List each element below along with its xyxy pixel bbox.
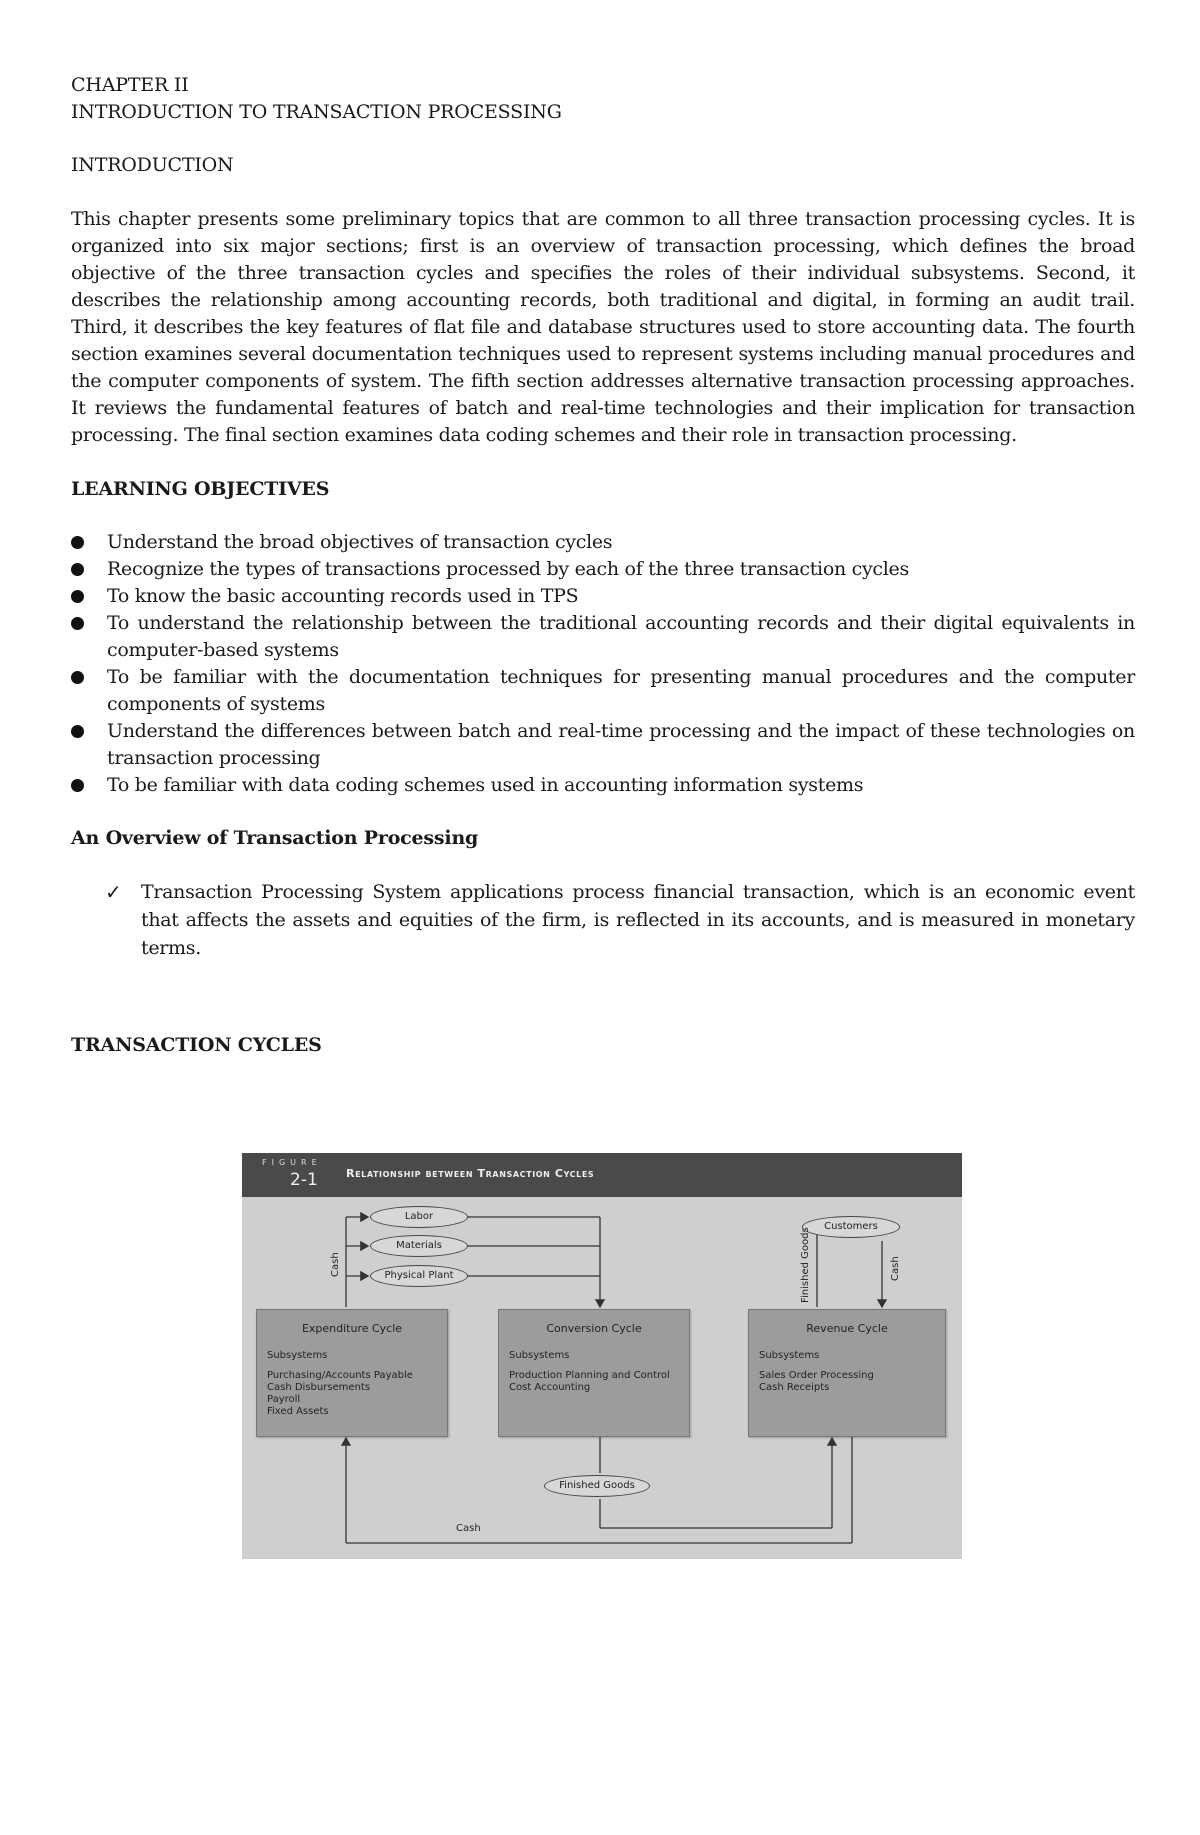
list-item: To be familiar with data coding schemes used in accounting information systems	[71, 772, 1135, 799]
conversion-cycle-title: Conversion Cycle	[546, 1322, 642, 1335]
revenue-cycle-title: Revenue Cycle	[806, 1322, 888, 1335]
revenue-cycle-box	[748, 1309, 946, 1437]
bullet-icon	[71, 617, 84, 630]
revenue-items: Sales Order Processing Cash Receipts	[759, 1370, 874, 1393]
conversion-subsystems-label: Subsystems	[509, 1350, 570, 1361]
overview-heading: An Overview of Transaction Processing	[71, 827, 479, 849]
objectives-heading: LEARNING OBJECTIVES	[71, 478, 330, 500]
list-item: Understand the broad objectives of transaction cycles	[71, 529, 1135, 556]
finished-goods-oval: Finished Goods	[544, 1475, 650, 1497]
list-item: To be familiar with the documentation techniques for presenting manual procedures and the computer components of systems	[71, 664, 1135, 718]
intro-paragraph: This chapter presents some preliminary topics that are common to all three transaction processing cycles. It is organized into six major sections; first is an overview of transaction processing, which defines the broad objective of the three transaction cycles and specifies the roles of their individual subsystems. Second, it describes the relationship among accounting records, both traditional and digital, in forming an audit trail. Third, it describes the key features of flat file and database structures used to store accounting data. The fourth section examines several documentation techniques used to represent systems including manual procedures and the computer components of system. The fifth section addresses alternative transaction processing approaches. It reviews the fundamental features of batch and real-time technologies and their implication for transaction processing. The final section examines data coding schemes and their role in transaction processing.	[71, 208, 1135, 446]
figure-number: 2-1	[290, 1170, 318, 1190]
finished-goods-vertical-label: Finished Goods	[800, 1227, 811, 1303]
list-item: Understand the differences between batch and real-time processing and the impact of these technologies on transaction processing	[71, 718, 1135, 772]
bullet-icon	[71, 671, 84, 684]
chapter-number: CHAPTER II	[71, 74, 189, 96]
cash-left-label: Cash	[330, 1252, 341, 1277]
document-page	[71, 72, 1135, 1059]
transaction-cycles-figure	[242, 1153, 962, 1559]
labor-oval: Labor	[370, 1206, 468, 1228]
conversion-cycle-box	[498, 1309, 690, 1437]
list-item: To understand the relationship between the traditional accounting records and their digital equivalents in computer-based systems	[71, 610, 1135, 664]
bullet-icon	[71, 779, 84, 792]
bullet-icon	[71, 590, 84, 603]
revenue-subsystems-label: Subsystems	[759, 1350, 820, 1361]
customers-oval: Customers	[802, 1216, 900, 1238]
intro-heading: INTRODUCTION	[71, 154, 234, 176]
overview-item: ✓ Transaction Processing System applications process financial transaction, which is an economic event that affects the assets and equities of the firm, is reflected in its accounts, and is measured in monetary terms.	[105, 880, 1135, 959]
cycles-heading: TRANSACTION CYCLES	[71, 1034, 322, 1056]
expenditure-cycle-box	[256, 1309, 448, 1437]
check-icon: ✓	[105, 880, 122, 904]
figure-label: FIGURE	[262, 1158, 322, 1167]
objectives-list	[71, 529, 1135, 799]
bullet-icon	[71, 563, 84, 576]
list-item: Recognize the types of transactions processed by each of the three transaction cycles	[71, 556, 1135, 583]
cash-bottom-label: Cash	[456, 1523, 481, 1534]
chapter-title: INTRODUCTION TO TRANSACTION PROCESSING	[71, 101, 562, 123]
cash-right-label: Cash	[890, 1256, 901, 1281]
bullet-icon	[71, 536, 84, 549]
expenditure-items: Purchasing/Accounts Payable Cash Disbursements Payroll Fixed Assets	[267, 1370, 413, 1417]
expenditure-subsystems-label: Subsystems	[267, 1350, 328, 1361]
figure-title: Relationship between Transaction Cycles	[346, 1167, 595, 1180]
expenditure-cycle-title: Expenditure Cycle	[301, 1322, 403, 1335]
list-item: To know the basic accounting records used in TPS	[71, 583, 1135, 610]
materials-oval: Materials	[370, 1235, 468, 1257]
conversion-items: Production Planning and Control Cost Accounting	[509, 1370, 670, 1393]
physical-plant-oval: Physical Plant	[370, 1265, 468, 1287]
bullet-icon	[71, 725, 84, 738]
